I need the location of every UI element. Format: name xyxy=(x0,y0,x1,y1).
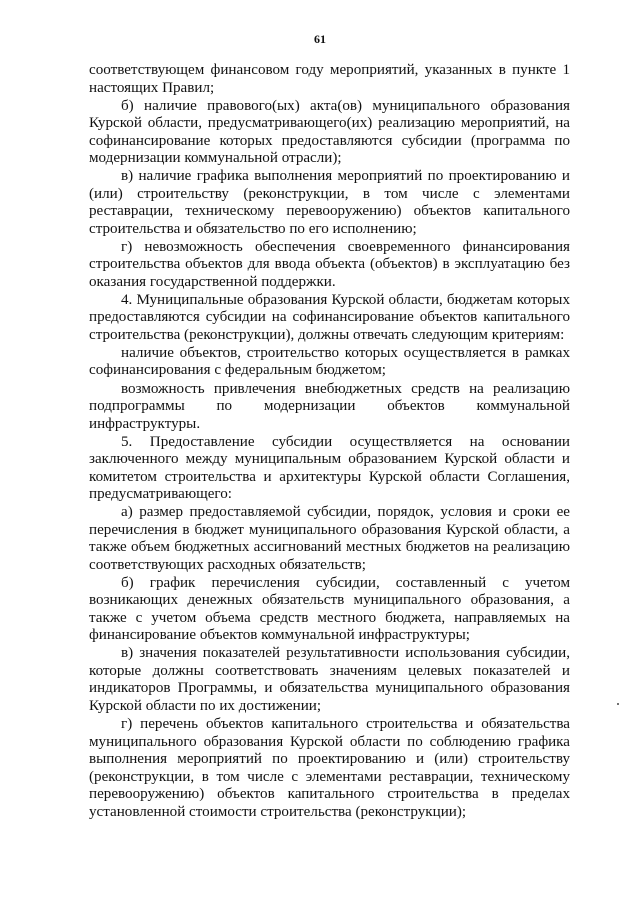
paragraph-item-a: а) размер предоставляемой субсидии, порядок, условия и сроки ее перечисления в бюджет муниципального образования Курской области, а также объем бюджетных ассигнований местных бюджетов на реализацию соответствующих расходных обязательств; xyxy=(89,504,570,573)
paragraph-item-g: г) невозможность обеспечения своевременного финансирования строительства объектов для ввода объекта (объектов) в эксплуатацию без оказания государственной поддержки. xyxy=(89,238,570,290)
paragraph-item-b: б) наличие правового(ых) акта(ов) муниципального образования Курской области, предусматривающего(их) реализацию мероприятий, на софинансирование которых предоставляются субсидии (программа по модернизации коммунальной отрасли); xyxy=(89,97,570,167)
paragraph-section-4: 4. Муниципальные образования Курской области, бюджетам которых предоставляются субсидии на софинансирование объектов капитального строительства (реконструкции), должны отвечать следующим критериям: xyxy=(89,291,570,343)
paragraph-item-v-2: в) значения показателей результативности использования субсидии, которые должны соответствовать значениям целевых показателей и индикаторов Программы, и обязательства муниципального образования Курской области по их достижении; xyxy=(89,645,570,714)
paragraph-item-g-2: г) перечень объектов капитального строительства и обязательства муниципального образования Курской области по соблюдению графика выполнения мероприятий по проектированию и (или) строительству (реконструкции, в том числе с элементами реставрации, техническому перевооружению) объектов капитального строительства в пределах установленной стоимости строительства (реконструкции); xyxy=(89,716,570,820)
paragraph-criterion-1: наличие объектов, строительство которых осуществляется в рамках софинансирования с федеральным бюджетом; xyxy=(89,344,570,379)
body-text xyxy=(89,62,570,821)
paragraph-section-5: 5. Предоставление субсидии осуществляется на основании заключенного между муниципальным образованием Курской области и комитетом строительства и архитектуры Курской области Соглашения, предусматривающего: xyxy=(89,433,570,503)
page-number: 61 xyxy=(314,32,326,46)
paragraph-continuation: соответствующем финансовом году мероприятий, указанных в пункте 1 настоящих Правил; xyxy=(89,62,570,96)
paragraph-item-b-2: б) график перечисления субсидии, составленный с учетом возникающих денежных обязательств муниципального образования, а также с учетом объема средств местного бюджета, направляемых на финансирование объектов коммунальной инфраструктуры; xyxy=(89,574,570,644)
paragraph-criterion-2: возможность привлечения внебюджетных средств на реализацию подпрограммы по модернизации объектов коммунальной инфраструктуры. xyxy=(89,380,570,432)
paragraph-item-v: в) наличие графика выполнения мероприятий по проектированию и (или) строительству (реконструкции, в том числе с элементами реставрации, техническому перевооружению) объектов капитального строительства и обязательство по его исполнению; xyxy=(89,168,570,237)
scan-speck xyxy=(617,703,619,705)
